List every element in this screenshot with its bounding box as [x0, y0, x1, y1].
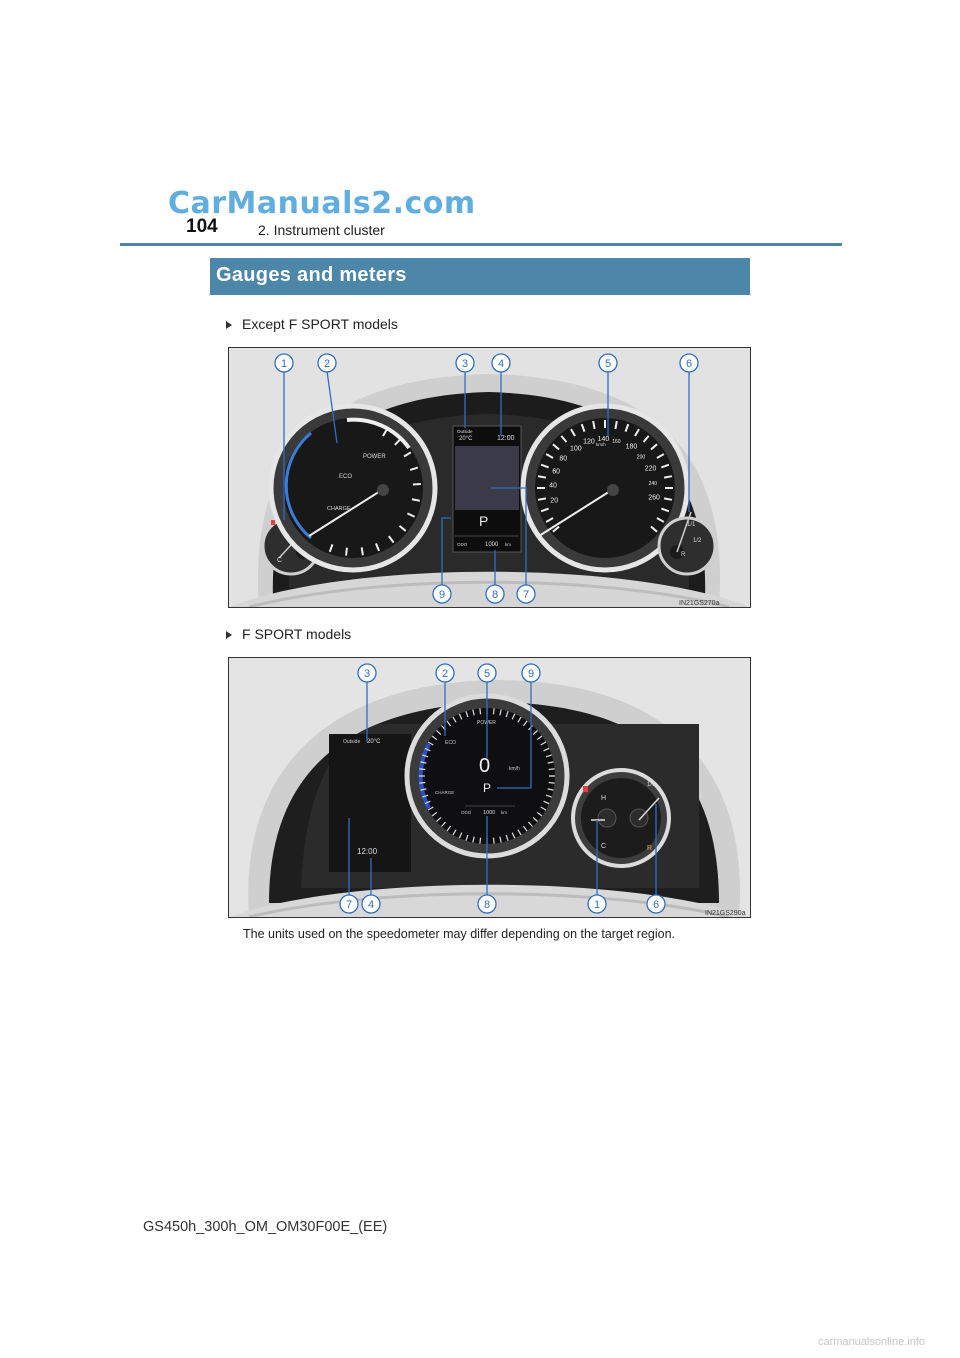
speed-scale-label: 80 [559, 455, 568, 463]
callout-number: 9 [438, 589, 446, 601]
odo-label: ODO [457, 542, 468, 547]
callout-number: 6 [685, 358, 693, 370]
speed-scale-label: 220 [644, 465, 657, 473]
figure-code: IN21GS270a [679, 600, 720, 607]
temp-c-label: C [601, 843, 607, 850]
speed-scale-label: 180 [625, 443, 638, 451]
odo-unit: km [505, 542, 511, 547]
tick-mark [615, 421, 616, 429]
outside-temp: 20°C [459, 436, 473, 442]
speed-scale-label: 40 [549, 482, 557, 490]
watermark-footer[interactable]: carmanualsonline.info [818, 1336, 926, 1348]
tick-mark [593, 421, 594, 429]
callout-number: 2 [323, 358, 331, 370]
callout-number: 8 [483, 899, 491, 911]
tick-mark [664, 476, 672, 477]
temp-c-label: C [277, 557, 283, 564]
section-heading-bar [210, 258, 750, 295]
speed-scale-label: 140 [597, 436, 610, 444]
fuel-full-label: 1/1 [647, 782, 656, 788]
callout-number: 5 [483, 668, 491, 680]
power-label: POWER [477, 720, 496, 726]
outside-label: Outside [343, 739, 361, 745]
outside-temp: 20°C [367, 739, 381, 745]
odo-value: 1000 [485, 542, 499, 548]
speed-scale-label: 20 [550, 497, 559, 505]
callout-number: 4 [367, 899, 375, 911]
callout-number: 8 [491, 589, 499, 601]
fuel-r-label: R [681, 552, 686, 558]
speed-scale-label: 120 [583, 438, 595, 446]
callout-number: 1 [593, 899, 601, 911]
tick-mark [346, 548, 347, 556]
bullet-triangle-icon [226, 321, 232, 329]
figure2-caption: F SPORT models [226, 626, 351, 642]
callout-number: 5 [604, 358, 612, 370]
tick-mark [493, 838, 494, 844]
odo-value: 1000 [483, 810, 496, 816]
outside-label: Outside [457, 429, 473, 434]
tick-mark [362, 547, 363, 555]
charge-label: CHARGE [435, 790, 455, 795]
fuel-r-label: R [647, 845, 653, 852]
speed-unit: km/h [596, 442, 606, 447]
callout-number: 4 [497, 358, 505, 370]
callout-number: 9 [527, 668, 535, 680]
watermark-logo[interactable]: CarManuals2.com [168, 186, 476, 221]
tick-mark [480, 838, 481, 844]
callout-number: 3 [363, 668, 371, 680]
tick-mark [419, 782, 425, 783]
odo-unit: km [501, 810, 507, 815]
speed-scale-label: 260 [648, 494, 660, 502]
callout-number: 2 [441, 668, 449, 680]
speed-scale-label: 60 [552, 468, 561, 476]
units-note: The units used on the speedometer may differ depending on the target region. [243, 927, 676, 941]
tick-mark [538, 498, 546, 499]
tick-mark [664, 498, 672, 499]
figure-cluster-fsport [228, 657, 751, 918]
speed-scale-label: 240 [648, 480, 657, 487]
speed-unit: km/h [509, 766, 520, 772]
speed-scale-label: 100 [570, 445, 582, 453]
callout-number: 7 [522, 589, 530, 601]
tick-mark [538, 476, 546, 477]
charge-label: CHARGE [327, 506, 351, 512]
figure1-caption: Except F SPORT models [226, 316, 398, 332]
header-rule [120, 243, 842, 246]
eco-label: ECO [339, 474, 353, 480]
tick-mark [493, 708, 494, 714]
tick-mark [549, 769, 555, 770]
callout-number: 1 [280, 358, 288, 370]
digital-speed: 0 [479, 755, 491, 777]
section-title: 2. Instrument cluster [258, 222, 385, 238]
speed-scale-label: 200 [636, 454, 646, 461]
shift-position: P [483, 781, 492, 795]
figure-cluster-standard [228, 347, 751, 608]
footer-code: GS450h_300h_OM_OM30F00E_(EE) [143, 1219, 388, 1235]
figure-code: IN21GS290a [705, 910, 746, 917]
page-number: 104 [186, 216, 218, 237]
clock: 12:00 [357, 847, 378, 856]
callout-number: 3 [461, 358, 469, 370]
callout-number: 7 [345, 899, 353, 911]
power-label: POWER [363, 454, 386, 460]
eco-label: ECO [445, 740, 456, 746]
temp-h-label: H [601, 795, 607, 802]
callout-number: 6 [652, 899, 660, 911]
fuel-half-label: 1/2 [693, 538, 702, 544]
tick-mark [480, 708, 481, 714]
speed-scale-label: 160 [612, 438, 621, 445]
section-heading: Gauges and meters [216, 264, 407, 286]
clock: 12:00 [497, 435, 515, 442]
tick-mark [549, 782, 555, 783]
bullet-triangle-icon [226, 631, 232, 639]
fuel-full-label: 1/1 [687, 522, 696, 528]
odo-label: ODO [461, 810, 472, 815]
shift-position: P [479, 513, 489, 529]
tick-mark [419, 769, 425, 770]
